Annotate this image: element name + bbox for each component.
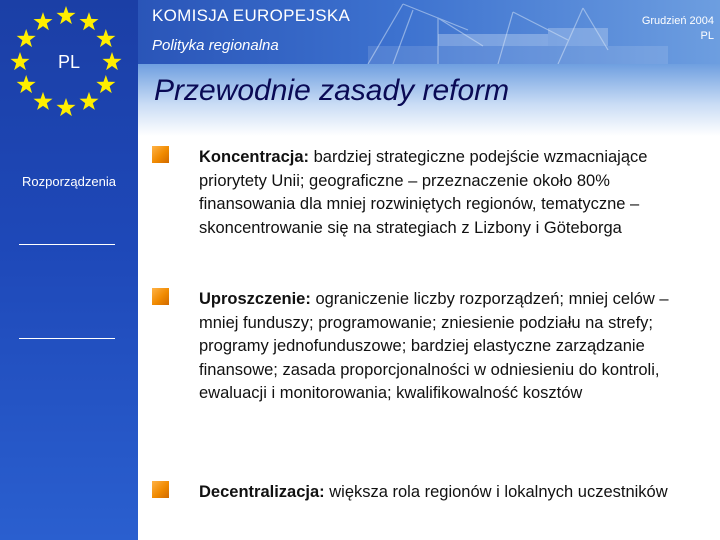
bullet-text: bardziej strategiczne podejście wzmacniające priorytety Unii; geograficzne – przeznaczenie około 80% finansowania dla mniej rozwiniętych regionów, tematyczne – skoncentrowanie się na strategiach z Lizbony i Göteborga <box>199 148 648 237</box>
date-text: Grudzień 2004 <box>641 15 714 27</box>
sidebar-section-label: Rozporządzenia <box>22 174 116 189</box>
sidebar <box>0 0 138 540</box>
organization-name: KOMISJA EUROPEJSKA <box>152 6 351 25</box>
star-icon <box>79 92 98 110</box>
bullet-term: Decentralizacja: <box>199 483 325 501</box>
header-banner <box>138 0 720 64</box>
sidebar-divider-1 <box>19 244 115 245</box>
bullet-icon <box>152 146 174 168</box>
star-icon <box>96 75 115 93</box>
bullet-item-decentralizacja <box>199 481 699 505</box>
bullet-text: ograniczenie liczby rozporządzeń; mniej celów – mniej funduszy; programowanie; zniesienie podziału na strefy; programy jednofunduszowe; bardziej elastyczne zarządzanie finansowe; zasada proporcjonalności w odniesieniu do kontroli, ewaluacji i monitorowania; kwalifikowalność kosztów <box>199 290 669 402</box>
star-icon <box>33 92 52 110</box>
star-icon <box>56 6 75 24</box>
star-icon <box>17 29 36 47</box>
department-name: Polityka regionalna <box>152 37 279 54</box>
bullet-text: większa rola regionów i lokalnych uczestników <box>324 483 668 501</box>
date-block <box>642 14 714 44</box>
sidebar-divider-2 <box>19 338 115 339</box>
language-code: PL <box>700 30 714 42</box>
star-icon <box>96 29 115 47</box>
star-icon <box>79 12 98 30</box>
star-icon <box>33 12 52 30</box>
bullet-item-koncentracja <box>199 146 699 240</box>
flag-country-label: PL <box>57 52 81 72</box>
bullet-term: Uproszczenie: <box>199 290 311 308</box>
bullet-item-uproszczenie <box>199 288 699 406</box>
star-icon <box>56 98 75 116</box>
bullet-term: Koncentracja: <box>199 148 310 166</box>
bullet-icon <box>152 481 174 503</box>
star-icon <box>17 75 36 93</box>
slide-title: Przewodnie zasady reform <box>154 74 510 107</box>
bullet-icon <box>152 288 174 310</box>
